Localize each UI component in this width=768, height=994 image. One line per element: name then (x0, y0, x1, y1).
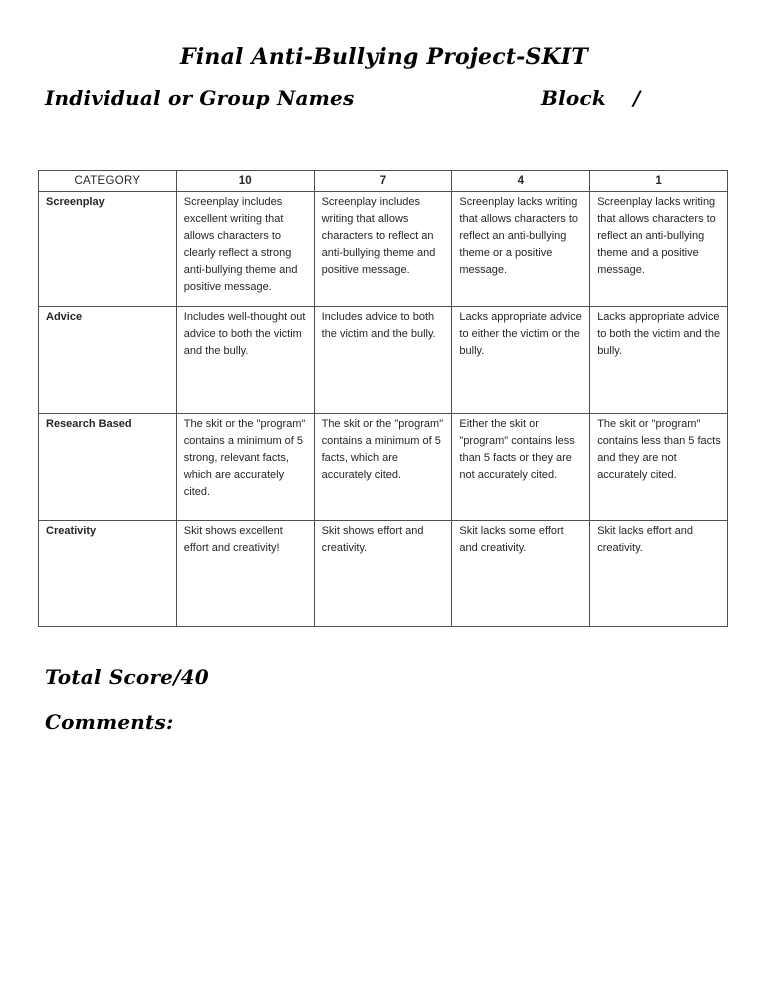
header-row (39, 171, 728, 192)
document-title: Final Anti-Bullying Project-SKIT (180, 44, 588, 70)
cell-screenplay-1: Screenplay lacks writing that allows characters to reflect an anti-bullying theme and a positive message. (590, 192, 728, 307)
cell-research-7: The skit or the "program" contains a minimum of 5 facts, which are accurately cited. (314, 414, 452, 521)
header-category: CATEGORY (39, 171, 177, 192)
cell-advice-4: Lacks appropriate advice to either the victim or the bully. (452, 307, 590, 414)
cell-creativity-1: Skit lacks effort and creativity. (590, 521, 728, 627)
table-row-screenplay (39, 192, 728, 307)
cell-research-10: The skit or the "program" contains a minimum of 5 strong, relevant facts, which are accurately cited. (176, 414, 314, 521)
rubric-table-body (39, 192, 728, 627)
rubric-table-header (39, 171, 728, 192)
cell-creativity-4: Skit lacks some effort and creativity. (452, 521, 590, 627)
individual-or-group-names-label: Individual or Group Names (45, 86, 355, 110)
cell-creativity-10: Skit shows excellent effort and creativity! (176, 521, 314, 627)
header-score-1: 1 (590, 171, 728, 192)
table-row-creativity (39, 521, 728, 627)
rubric-table (38, 170, 728, 627)
cell-screenplay-7: Screenplay includes writing that allows characters to reflect an anti-bullying theme and positive message. (314, 192, 452, 307)
table-row-advice (39, 307, 728, 414)
cell-advice-10: Includes well-thought out advice to both the victim and the bully. (176, 307, 314, 414)
comments-label: Comments: (45, 710, 174, 734)
header-score-10: 10 (176, 171, 314, 192)
row-label-creativity: Creativity (39, 521, 177, 627)
header-score-7: 7 (314, 171, 452, 192)
block-label: Block (541, 86, 606, 110)
total-score-label: Total Score/40 (45, 665, 209, 689)
cell-advice-7: Includes advice to both the victim and the bully. (314, 307, 452, 414)
header-score-4: 4 (452, 171, 590, 192)
cell-screenplay-10: Screenplay includes excellent writing that allows characters to clearly reflect a strong anti-bullying theme and positive message. (176, 192, 314, 307)
table-row-research-based (39, 414, 728, 521)
row-label-screenplay: Screenplay (39, 192, 177, 307)
row-label-research-based: Research Based (39, 414, 177, 521)
names-block-row (0, 86, 768, 116)
cell-advice-1: Lacks appropriate advice to both the victim and the bully. (590, 307, 728, 414)
block-slash: / (633, 86, 641, 110)
cell-research-4: Either the skit or "program" contains less than 5 facts or they are not accurately cited. (452, 414, 590, 521)
cell-screenplay-4: Screenplay lacks writing that allows characters to reflect an anti-bullying theme or a positive message. (452, 192, 590, 307)
cell-research-1: The skit or "program" contains less than 5 facts and they are not accurately cited. (590, 414, 728, 521)
cell-creativity-7: Skit shows effort and creativity. (314, 521, 452, 627)
row-label-advice: Advice (39, 307, 177, 414)
